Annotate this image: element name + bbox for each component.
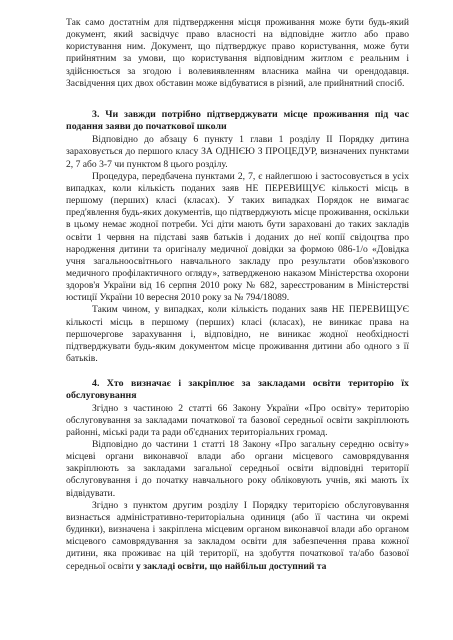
- section-3-heading: 3. Чи завжди потрібно підтверджувати місце проживання під час подання заяви до початкової школи: [66, 108, 409, 133]
- section-4-heading: 4. Хто визначає і закріплює за закладами освіти територію їх обслуговування: [66, 378, 409, 402]
- section-4-paragraph-2: Відповідно до частини 1 статті 18 Закону «Про загальну середню освіту» місцеві органи виконавчої влади або органи місцевого самоврядування закріплюють за закладами загальної середньої освіти відповідні території обслуговування і до початку навчального року обліковують учнів, які мають їх відвідувати.: [66, 439, 409, 499]
- section-3-paragraph-3: Таким чином, у випадках, коли кількість поданих заяв НЕ ПЕРЕВИЩУЄ кількості місць в першому (перших) класі (класах), не виникає права на першочергове зарахування і, відповідно, не виникає жодної необхідності підтверджувати будь-яким документом місце проживання дитини або одного з її батьків.: [66, 304, 409, 365]
- spacer: [66, 365, 409, 378]
- section-4-paragraph-1: Згідно з частиною 2 статті 66 Закону України «Про освіту» територію обслуговування за закладами початкової та базової середньої освіти закріплюють районні, міські ради та ради об'єднаних територіальних громад.: [66, 402, 409, 438]
- section-4-paragraph-3: [66, 500, 409, 573]
- text-run: Згідно з пунктом другим розділу I Порядку територією обслуговування визнається адміністративно-територіальна одиниця (або її частина чи окремі будинки), визначена і закріплена місцевим органом виконавчої влади або органом місцевого самоврядування за закладом освіти для забезпечення права кожної дитини, яка проживає на цій території, на здобуття початкової та/або базової середньої освіти: [66, 499, 409, 572]
- text-run-bold: у закладі освіти, що найбільш доступний та: [136, 560, 327, 572]
- section-3-paragraph-1: [66, 134, 409, 170]
- section-3-paragraph-2: Процедура, передбачена пунктами 2, 7, є найлегшою і застосовується в усіх випадках, коли кількість поданих заяв НЕ ПЕРЕВИЩУЄ кількості місць в першому (перших) класі (класах). У таких випадках Порядок не вимагає пред'явлення будь-яких документів, що підтверджують місце проживання, оскільки в цьому немає жодної потреби. Усі діти мають бути зараховані до таких закладів освіти 1 червня на підставі заяв батьків і доданих до неї копії свідоцтва про народження дитини та оригіналу медичної довідки за формою 086-1/о «Довідка учня загальноосвітнього навчального закладу про результати обов'язкового медичного профілактичного огляду», затвердженою наказом Міністерства охорони здоров'я України від 16 серпня 2010 року № 682, зареєстрованим в Міністерстві юстиції України 10 вересня 2010 року за № 794/18089.: [66, 170, 409, 304]
- text-run-caps: ЗА ОДНІЄЮ З ПРОЦЕДУР: [201, 146, 315, 158]
- text-run: , визначених пунктами 2, 7 або 3-7 чи пунктом 8 цього розділу.: [66, 146, 409, 170]
- spacer: [66, 90, 409, 109]
- paragraph-proof-of-residence: Так само достатнім для підтвердження місця проживання може бути будь-який документ, який засвідчує право власності на відповідне житло або право користування ним. Документ, що підтверджує право користування, може бути прийнятним за умови, що користування відповідним житлом є реальним і здійснюється за згодою і волевиявленням власника майна чи орендодавця. Засвідчення цих двох обставин може відбуватися в різний, але прийнятний спосіб.: [66, 17, 409, 89]
- text-run: Відповідно до абзацу 6 пункту 1 глави 1 розділу II Порядку дитина зараховується до першого класу: [66, 134, 409, 158]
